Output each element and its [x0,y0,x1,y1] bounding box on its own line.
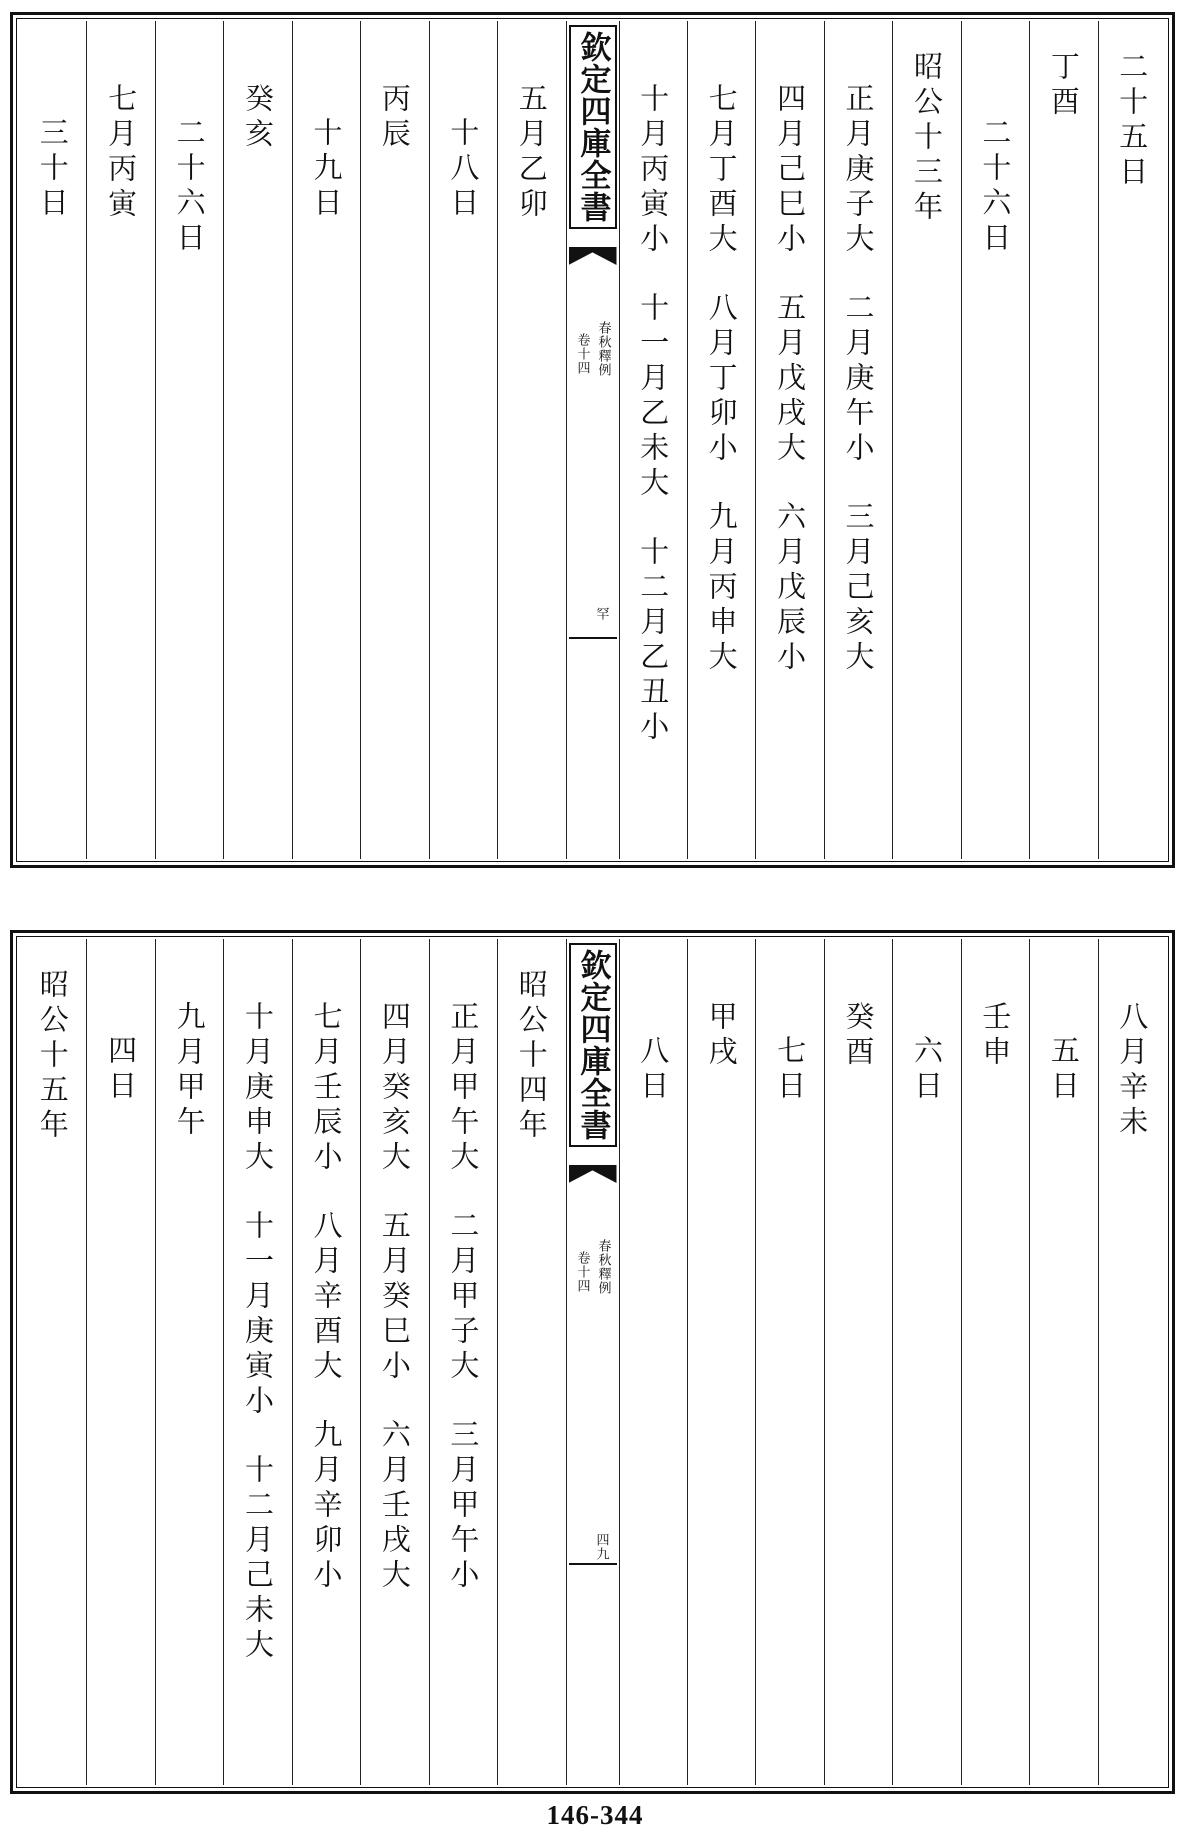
column-line [1115,939,1149,1785]
calendar-entry: 六月戊辰小 [773,501,808,676]
calendar-entry: 六日 [909,1035,944,1105]
text-column [824,939,892,1785]
column-line [309,939,343,1785]
column-line [309,21,343,859]
column-line [705,21,739,859]
calendar-entry: 九月甲午 [172,1001,207,1141]
text-column [619,21,687,859]
book-title: 春秋釋例 [595,321,611,377]
text-column [155,21,223,859]
text-column [19,21,86,859]
column-line [515,939,549,1785]
calendar-entry: 七月丙寅 [104,83,139,223]
text-column [961,939,1029,1785]
text-column [619,939,687,1785]
text-column [360,939,428,1785]
calendar-entry: 五月戊戌大 [773,292,808,467]
text-column [86,939,154,1785]
banner-foot-line [569,637,617,639]
column-line [241,939,275,1785]
column-line [978,939,1012,1785]
calendar-entry: 五月癸巳小 [377,1210,412,1385]
text-column [824,21,892,859]
bottom-page [10,930,1175,1794]
calendar-entry: 三月己亥大 [841,501,876,676]
text-column [1029,939,1097,1785]
column-line [842,939,876,1785]
calendar-entry: 十一月庚寅小 [241,1210,276,1420]
column-line [636,939,670,1785]
calendar-entry: 九月辛卯小 [309,1419,344,1594]
calendar-entry: 五月乙卯 [514,83,549,223]
calendar-entry: 八月辛酉大 [309,1210,344,1385]
text-column [429,939,497,1785]
column-line [446,939,480,1785]
column-line [173,21,207,859]
calendar-entry: 七日 [773,1035,808,1105]
calendar-entry: 丁酉 [1046,51,1081,121]
calendar-entry: 十一月乙未大 [636,292,671,502]
fishtail-mark [569,1165,617,1183]
column-line [705,939,739,1785]
volume-label: 卷十四 [574,333,590,375]
text-column [429,21,497,859]
calendar-entry: 十八日 [446,117,481,222]
collection-title: 欽定四庫全書 [569,25,617,229]
text-column [892,939,960,1785]
fishtail-mark [569,247,617,265]
text-column [86,21,154,859]
calendar-entry: 正月甲午大 [446,1001,481,1176]
column-line [104,939,138,1785]
calendar-entry: 正月庚子大 [841,83,876,258]
column-line [978,21,1012,859]
calendar-entry: 昭公十四年 [514,969,549,1144]
calendar-entry: 癸亥 [241,83,276,153]
calendar-entry: 十月丙寅小 [636,83,671,258]
calendar-entry: 壬申 [978,1001,1013,1071]
text-column [223,939,291,1785]
center-banner [566,939,619,1785]
leaf-number: 四九 [593,1533,609,1561]
column-line [104,21,138,859]
calendar-entry: 昭公十五年 [35,969,70,1144]
text-column [497,21,565,859]
column-line [910,21,944,859]
calendar-entry: 七月壬辰小 [309,1001,344,1176]
column-line [636,21,670,859]
calendar-entry: 癸酉 [841,1001,876,1071]
bottom-page-columns [19,939,1166,1785]
text-column [892,21,960,859]
text-column [755,21,823,859]
text-column [687,939,755,1785]
calendar-entry: 八日 [636,1035,671,1105]
calendar-entry: 十月庚申大 [241,1001,276,1176]
calendar-entry: 四月己巳小 [773,83,808,258]
top-page [10,12,1175,868]
volume-label: 卷十四 [574,1251,590,1293]
text-column [360,21,428,859]
calendar-entry: 二十五日 [1115,51,1150,191]
text-column [1098,21,1166,859]
calendar-entry: 七月丁酉大 [704,83,739,258]
calendar-entry: 九月丙申大 [704,501,739,676]
calendar-entry: 十二月己未大 [241,1454,276,1664]
book-title: 春秋釋例 [595,1239,611,1295]
top-page-columns [19,21,1166,859]
text-column [755,939,823,1785]
calendar-entry: 甲戌 [704,1001,739,1071]
text-column [223,21,291,859]
calendar-entry: 三十日 [35,117,70,222]
column-line [36,939,70,1785]
text-column [292,939,360,1785]
text-column [497,939,565,1785]
collection-title: 欽定四庫全書 [569,943,617,1147]
column-line [173,939,207,1785]
banner-foot-line [569,1563,617,1565]
text-column [155,939,223,1785]
leaf-number: 罕 [593,607,609,621]
text-column [1098,939,1166,1785]
column-line [773,21,807,859]
column-line [378,939,412,1785]
calendar-entry: 二十六日 [978,117,1013,257]
calendar-entry: 三月甲午小 [446,1419,481,1594]
text-column [961,21,1029,859]
calendar-entry: 十九日 [309,117,344,222]
column-line [446,21,480,859]
column-line [1047,939,1081,1785]
text-column [292,21,360,859]
calendar-entry: 二十六日 [172,117,207,257]
calendar-entry: 四月癸亥大 [377,1001,412,1176]
calendar-entry: 四日 [104,1035,139,1105]
calendar-entry: 八月辛未 [1115,1001,1150,1141]
text-column [19,939,86,1785]
page-number: 146-344 [546,1800,644,1830]
column-line [36,21,70,859]
column-line [773,939,807,1785]
column-line [1047,21,1081,859]
column-line [378,21,412,859]
calendar-entry: 六月壬戌大 [377,1419,412,1594]
column-line [1115,21,1149,859]
column-line [515,21,549,859]
calendar-entry: 五日 [1046,1035,1081,1105]
text-column [1029,21,1097,859]
column-line [842,21,876,859]
text-column [687,21,755,859]
center-banner [566,21,619,859]
calendar-entry: 二月庚午小 [841,292,876,467]
calendar-entry: 丙辰 [377,83,412,153]
calendar-entry: 昭公十三年 [909,51,944,226]
calendar-entry: 八月丁卯小 [704,292,739,467]
column-line [241,21,275,859]
calendar-entry: 二月甲子大 [446,1210,481,1385]
column-line [910,939,944,1785]
calendar-entry: 十二月乙丑小 [636,536,671,746]
